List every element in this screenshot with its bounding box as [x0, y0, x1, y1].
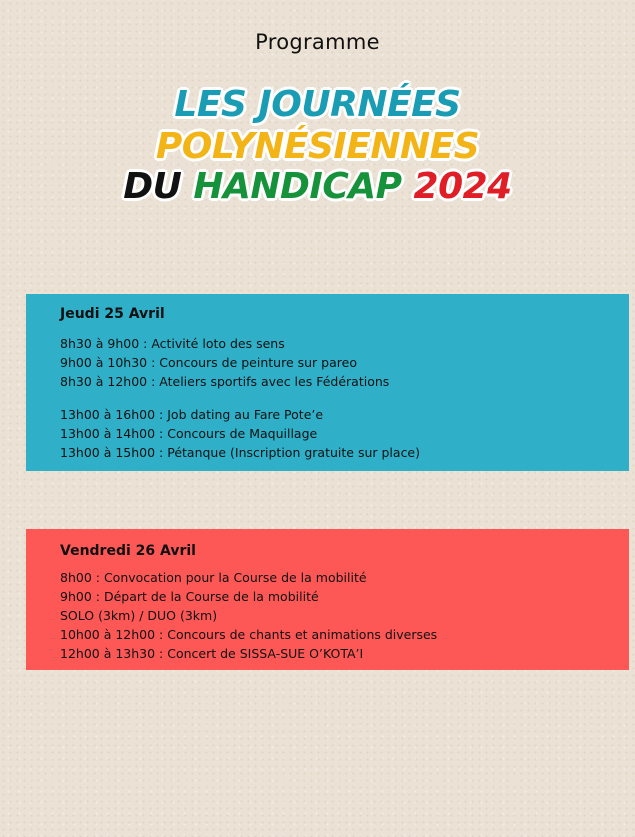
day2-schedule-panel: [26, 529, 629, 670]
schedule-item: 13h00 à 16h00 : Job dating au Fare Pote’e: [60, 407, 324, 422]
schedule-item: 13h00 à 15h00 : Pétanque (Inscription gratuite sur place): [60, 445, 421, 460]
schedule-item: 9h00 : Départ de la Course de la mobilité: [60, 589, 319, 604]
day1-schedule-panel: [26, 294, 629, 471]
schedule-item: 13h00 à 14h00 : Concours de Maquillage: [60, 426, 318, 441]
day1-heading: Jeudi 25 Avril: [60, 306, 165, 322]
schedule-item: 8h30 à 9h00 : Activité loto des sens: [60, 336, 285, 351]
schedule-item: 9h00 à 10h30 : Concours de peinture sur pareo: [60, 355, 357, 370]
title-year: 2024: [413, 166, 512, 207]
title-word-handicap: HANDICAP: [193, 166, 402, 207]
program-label: Programme: [255, 30, 380, 54]
day2-heading: Vendredi 26 Avril: [60, 543, 196, 559]
event-title-line1: LES JOURNÉES: [174, 84, 461, 125]
schedule-item: 10h00 à 12h00 : Concours de chants et animations diverses: [60, 627, 438, 642]
schedule-item: 8h00 : Convocation pour la Course de la mobilité: [60, 570, 367, 585]
event-title-line3: [0, 166, 635, 207]
event-title-line2: POLYNÉSIENNES: [155, 126, 480, 167]
day1-afternoon-list: [60, 405, 420, 462]
schedule-item: SOLO (3km) / DUO (3km): [60, 608, 218, 623]
schedule-item: 12h00 à 13h30 : Concert de SISSA-SUE O’KOTA’I: [60, 646, 364, 661]
title-word-du: DU: [123, 166, 182, 207]
schedule-item: 8h30 à 12h00 : Ateliers sportifs avec les Fédérations: [60, 374, 390, 389]
day1-morning-list: [60, 334, 389, 391]
day2-list: [60, 568, 437, 663]
